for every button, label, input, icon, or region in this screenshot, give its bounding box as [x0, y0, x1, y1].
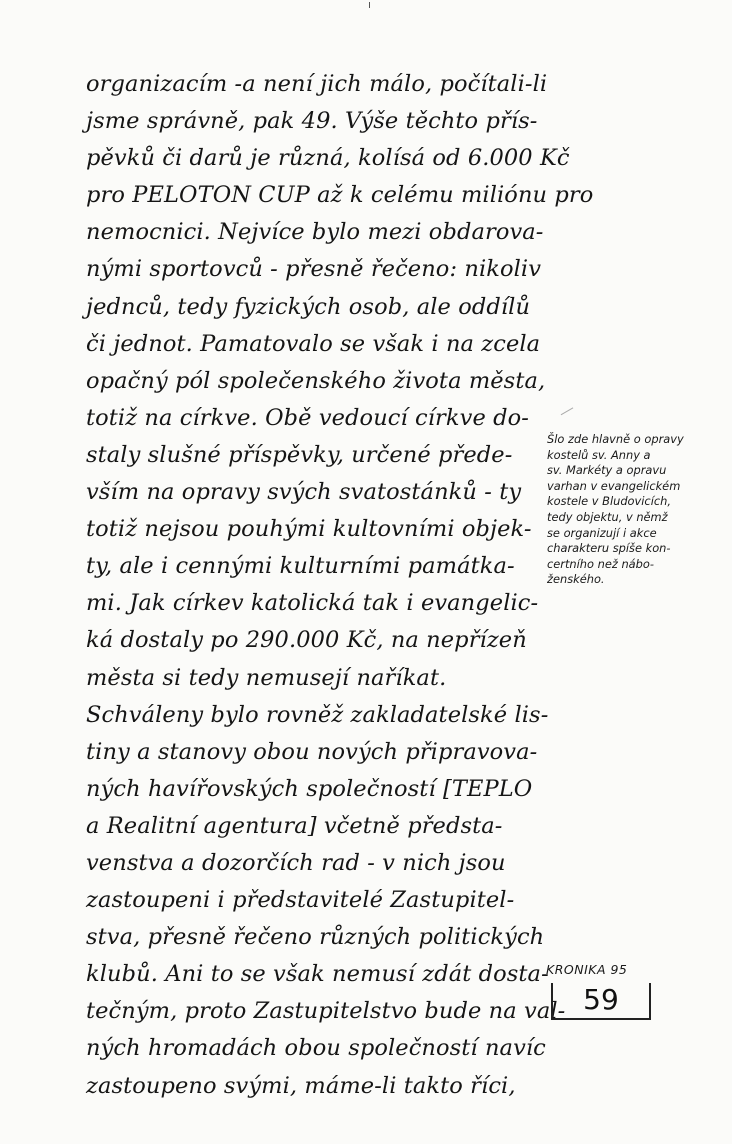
text-line: staly slušné příspěvky, určené přede-: [86, 441, 513, 468]
kronika-label: KRONIKA 95: [546, 962, 628, 977]
note-line: se organizují i akce: [547, 525, 657, 540]
text-line: ných hromadách obou společností navíc: [86, 1035, 546, 1062]
text-line: venstva a dozorčích rad - v nich jsou: [86, 849, 506, 876]
page-number: 59: [583, 983, 619, 1016]
margin-tick-mark: [561, 407, 580, 425]
text-line: ty, ale i cennými kulturními památka-: [86, 553, 515, 580]
text-line: pro PELOTON CUP až k celému miliónu pro: [86, 182, 594, 209]
note-line: certního než nábo-: [547, 556, 654, 571]
text-line: stva, přesně řečeno různých politických: [86, 924, 545, 951]
margin-note: [547, 432, 732, 588]
text-line: nými sportovců - přesně řečeno: nikoliv: [86, 256, 542, 283]
text-line: zastoupeno svými, máme-li takto říci,: [86, 1072, 516, 1099]
text-line: či jednot. Pamatovalo se však i na zcela: [86, 330, 541, 357]
text-line: opačný pól společenského života města,: [86, 367, 546, 394]
text-line: tečným, proto Zastupitelstvo bude na val-: [86, 998, 566, 1025]
text-line: a Realitní agentura] včetně předsta-: [86, 812, 503, 839]
text-line: organizacím -a není jich málo, počítali-li: [86, 71, 548, 97]
text-line: nemocnici. Nejvíce bylo mezi obdarova-: [86, 219, 544, 246]
text-line: ných havířovských společností [TEPLO: [86, 775, 533, 802]
text-line: klubů. Ani to se však nemusí zdát dosta-: [86, 961, 549, 988]
text-line: totiž nejsou pouhými kultovními objek-: [86, 516, 532, 543]
note-line: ženského.: [547, 572, 605, 587]
text-line: jednců, tedy fyzických osob, ale oddílů: [86, 293, 531, 320]
note-line: tedy objektu, v němž: [547, 509, 668, 524]
text-line: města si tedy nemusejí naříkat.: [86, 664, 447, 691]
note-line: Šlo zde hlavně o opravy: [547, 432, 684, 446]
note-line: sv. Markéty a opravu: [547, 463, 667, 478]
text-line: totiž na církve. Obě vedoucí církve do-: [86, 404, 529, 431]
text-line: zastoupeni i představitelé Zastupitel-: [86, 887, 515, 914]
text-line: ká dostaly po 290.000 Kč, na nepřízeň: [86, 627, 527, 654]
text-line: tiny a stanovy obou nových připravova-: [86, 738, 538, 765]
note-line: charakteru spíše kon-: [547, 541, 671, 556]
text-line: Schváleny bylo rovněž zakladatelské lis-: [86, 701, 549, 728]
text-line: vším na opravy svých svatostánků - ty: [86, 479, 522, 506]
scan-mark: [369, 2, 374, 8]
text-line: mi. Jak církev katolická tak i evangelic-: [86, 590, 539, 617]
note-line: varhan v evangelickém: [547, 478, 681, 493]
note-line: kostelů sv. Anny a: [547, 447, 651, 462]
page-number-box: [551, 983, 651, 1020]
text-line: pěvků či darů je různá, kolísá od 6.000 Kč: [86, 145, 570, 172]
text-line: jsme správně, pak 49. Výše těchto přís-: [86, 108, 538, 135]
note-line: kostele v Bludovicích,: [547, 494, 671, 509]
